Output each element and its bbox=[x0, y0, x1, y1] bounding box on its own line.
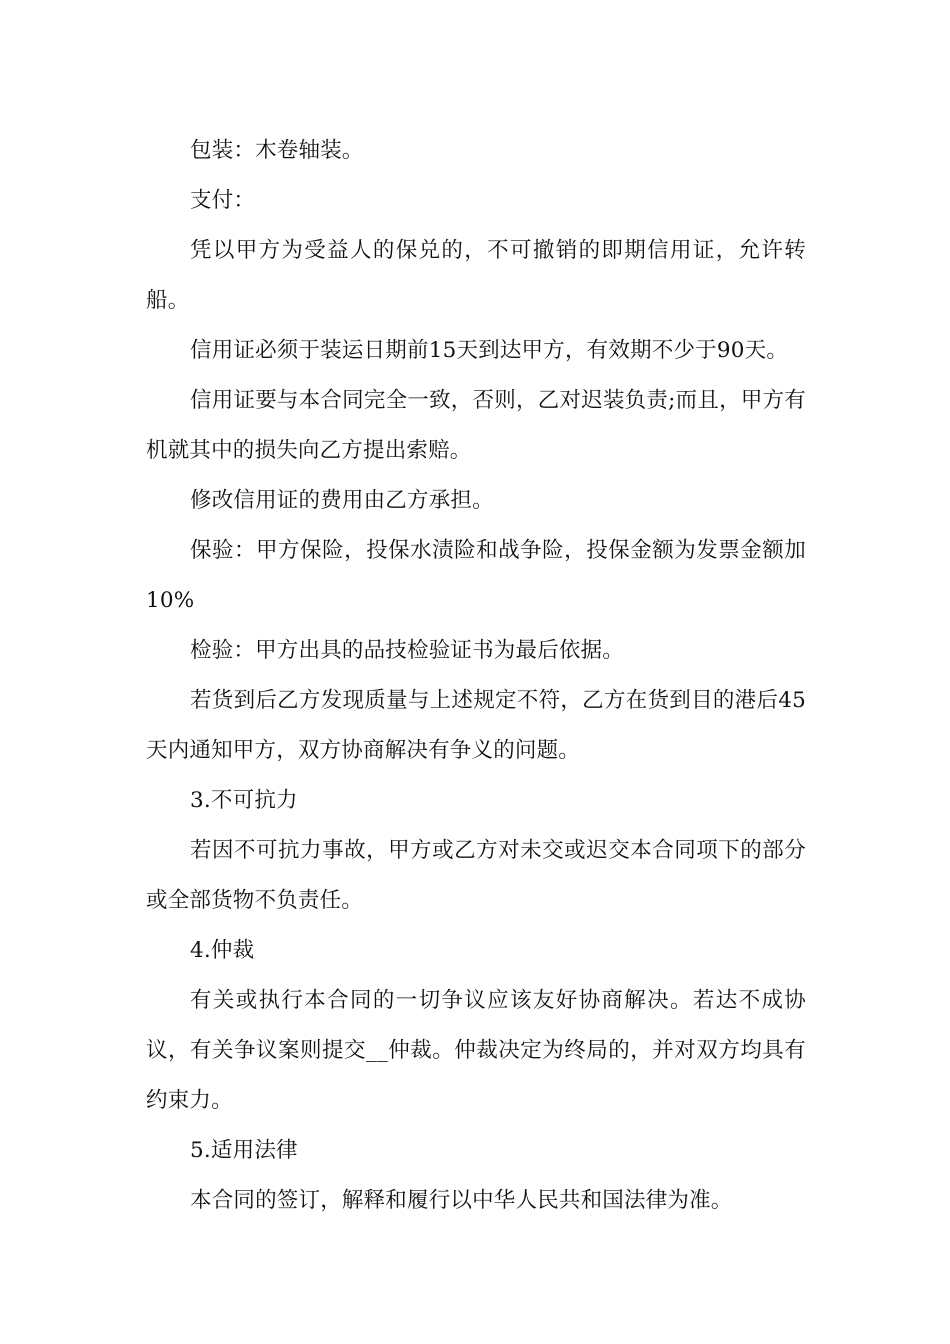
paragraph-insurance: 保验：甲方保险，投保水渍险和战争险，投保金额为发票金额加10% bbox=[146, 538, 806, 613]
section-heading-force-majeure: 3.不可抗力 bbox=[190, 788, 298, 813]
paragraph-payment-heading: 支付： bbox=[190, 188, 256, 213]
paragraph-packaging: 包装：木卷轴装。 bbox=[190, 138, 364, 163]
paragraph-quality-claim: 若货到后乙方发现质量与上述规定不符，乙方在货到目的港后45天内通知甲方，双方协商解决有争义的问题。 bbox=[146, 688, 806, 763]
paragraph-force-majeure: 若因不可抗力事故，甲方或乙方对未交或迟交本合同项下的部分或全部货物不负责任。 bbox=[146, 838, 806, 913]
paragraph-lc-amendment-cost: 修改信用证的费用由乙方承担。 bbox=[190, 488, 494, 513]
section-heading-arbitration: 4.仲裁 bbox=[190, 938, 255, 963]
paragraph-applicable-law: 本合同的签订，解释和履行以中华人民共和国法律为准。 bbox=[190, 1188, 733, 1213]
section-heading-applicable-law: 5.适用法律 bbox=[190, 1138, 298, 1163]
paragraph-lc-arrival: 信用证必须于装运日期前15天到达甲方，有效期不少于90天。 bbox=[190, 338, 789, 363]
paragraph-lc-consistency: 信用证要与本合同完全一致，否则，乙对迟装负责;而且，甲方有机就其中的损失向乙方提出索赔。 bbox=[146, 388, 806, 463]
paragraph-letter-of-credit: 凭以甲方为受益人的保兑的，不可撤销的即期信用证，允许转船。 bbox=[146, 238, 806, 313]
paragraph-inspection: 检验：甲方出具的品技检验证书为最后依据。 bbox=[190, 638, 625, 663]
paragraph-arbitration: 有关或执行本合同的一切争议应该友好协商解决。若达不成协议，有关争议案则提交__仲裁。仲裁决定为终局的，并对双方均具有约束力。 bbox=[146, 988, 806, 1113]
document-body bbox=[146, 126, 806, 1226]
